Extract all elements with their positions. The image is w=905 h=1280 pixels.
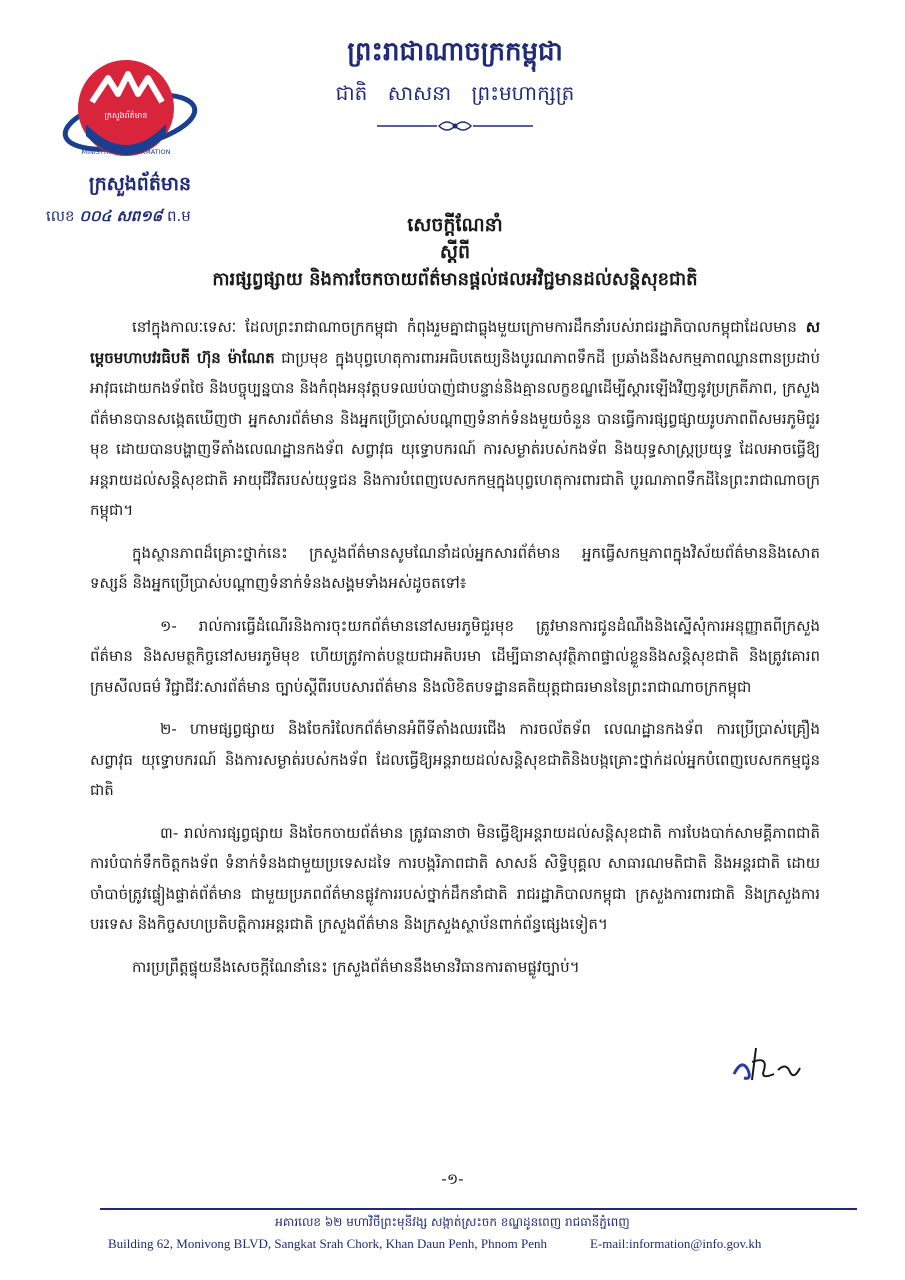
paragraph-intro-part2: ជាប្រមុខ ក្នុងបុព្វហេតុការពារអធិបតេយ្យនិងបូរណភាពទឹកដី ប្រឆាំងនឹងសកម្មភាពឈ្លានពានប្រដាប់អាវុធដោយកងទ័ពថៃ និងបច្ចុប្បន្នបាន និងកំពុងអនុវត្តបទឈប់បាញ់ជាបន្ទាន់និងគ្មានលក្ខខណ្ឌដើម្បីស្តារឡើងវិញនូវប្រក្រតីភាព, ក្រសួងព័ត៌មានបានសង្កេតឃើញថា អ្នកសារព័ត៌មាន និងអ្នកប្រើប្រាស់បណ្តាញទំនាក់ទំនងមួយចំនួន បានធ្វើការផ្សព្វផ្សាយរូបភាពពីសមរភូមិជួរមុខ ដោយបានបង្ហាញទីតាំងលេណដ្ឋានកងទ័ព សព្វាវុធ យុទ្ធោបករណ៍ ការសម្ងាត់របស់កងទ័ព និងយុទ្ធសាស្រ្តប្រយុទ្ធ ដែលអាចធ្វើឱ្យអន្តរាយដល់សន្តិសុខជាតិ អាយុជីវិតរបស់យុទ្ធជន និងការបំពេញបេសកកម្មក្នុងបុព្វហេតុការពារជាតិ បូរណភាពទឹកដីនៃព្រះរាជាណាចក្រកម្ពុជា។ [90,348,820,519]
paragraph-intro [90,312,820,526]
ministry-logo [58,50,208,180]
title-block [60,212,850,294]
guidance-item-2: ២- ហាមផ្សព្វផ្សាយ និងចែករំលែកព័ត៌មានអំពីទីតាំងឈរជើង ការចល័តទ័ព លេណដ្ឋានកងទ័ព ការប្រើប្រាស់គ្រឿងសព្វាវុធ យុទ្ធោបករណ៍ និងការសម្ងាត់របស់កងទ័ព ដែលធ្វើឱ្យអន្តរាយដល់សន្តិសុខជាតិនិងបង្កគ្រោះថ្នាក់ដល់អ្នកបំពេញបេសកកម្មជូនជាតិ [90,720,820,799]
logo-khmer-text: ក្រសួងព័ត៌មាន [104,111,148,120]
document-topic: ការផ្សព្វផ្សាយ និងការចែកចាយព័ត៌មានផ្តល់ផលអវិជ្ជមានដល់សន្តិសុខជាតិ [212,269,698,290]
ministry-name: ក្រសួងព័ត៌មាន [88,173,192,195]
kingdom-heading: ព្រះរាជាណាចក្រកម្ពុជា [347,37,563,67]
closing-paragraph: ការប្រព្រឹត្តផ្ទុយនឹងសេចក្តីណែនាំនេះ ក្រសួងព័ត៌មាននឹងមានវិធានការតាមផ្លូវច្បាប់។ [132,957,580,976]
document-subject-label: ស្តីពី [439,241,471,263]
footer-address-khmer: អគារលេខ ៦២ មហាវិថីព្រះមុនីវង្ស សង្កាត់ស្រះចក ខណ្ឌដូនពេញ រាជធានីភ្នំពេញ [275,1215,630,1229]
national-motto: ជាតិ សាសនា ព្រះមហាក្សត្រ [335,81,575,105]
footer-email: E-mail:information@info.gov.kh [590,1236,762,1251]
page-number: -១- [441,1170,464,1188]
document-title: សេចក្តីណែនាំ [407,214,503,236]
signature-initials [728,1040,806,1086]
paragraph-guidance: ក្នុងស្ថានភាពដ៏គ្រោះថ្នាក់នេះ ក្រសួងព័ត៌មានសូមណែនាំដល់អ្នកសារព័ត៌មាន អ្នកធ្វើសកម្មភាពក្នុងវិស័យព័ត៌មាននិងសោតទស្សន៍ និងអ្នកប្រើប្រាស់បណ្តាញទំនាក់ទំនងសង្គមទាំងអស់ដូចតទៅ៖ [90,543,820,592]
reference-number: ០០៤ សព១៨ [79,207,163,225]
document-body [90,312,820,994]
paragraph-intro-part1: នៅក្នុងកាលៈទេសៈ ដែលព្រះរាជាណាចក្រកម្ពុជា កំពុងរួមគ្នាជាធ្លុងមួយក្រោមការដឹកនាំរបស់រាជរដ្ឋាភិបាលកម្ពុជាដែលមាន [132,318,806,336]
leader-name: សម្តេចមហាបវរធិបតី ហ៊ុន ម៉ាណែត [90,318,820,367]
footer-divider [100,1208,857,1210]
guidance-item-1: ១- រាល់ការធ្វើដំណើរនិងការចុះយកព័ត៌មាននៅសមរភូមិជួរមុខ ត្រូវមានការជូនដំណឹងនិងស្នើសុំការអនុញ្ញាតពីក្រសួងព័ត៌មាន និងសមត្ថកិច្ចនៅសមរភូមិមុខ ហើយត្រូវកាត់បន្ថយជាអតិបរមា ដើម្បីធានាសុវត្ថិភាពផ្ទាល់ខ្លួននិងសន្តិសុខជាតិ និងត្រូវគោរពក្រមសីលធម៌ វិជ្ជាជីវៈសារព័ត៌មាន ច្បាប់ស្តីពីរបបសារព័ត៌មាន និងលិខិតបទដ្ឋានគតិយុត្តជាធរមាននៃព្រះរាជាណាចក្រកម្ពុជា [90,616,820,696]
reference-suffix: ព.ម [167,207,191,225]
guidance-item-3: ៣- រាល់ការផ្សព្វផ្សាយ និងចែកចាយព័ត៌មាន ត្រូវធានាថា មិនធ្វើឱ្យអន្តរាយដល់សន្តិសុខជាតិ ការបែងបាក់សាមគ្គីភាពជាតិ ការបំបាក់ទឹកចិត្តកងទ័ព ទំនាក់ទំនងជាមួយប្រទេសដទៃ ការបង្ករិភាពជាតិ សាសន៍ សិទ្ធិបុគ្គល សាធារណមតិជាតិ និងអន្តរជាតិ ដោយចាំបាច់ត្រូវផ្ទៀងផ្ទាត់ព័ត៌មាន ជាមួយប្រភពព័ត៌មានផ្លូវការរបស់ថ្នាក់ដឹកនាំជាតិ រាជរដ្ឋាភិបាលកម្ពុជា ក្រសួងការពារជាតិ និងក្រសួងការបរទេស និងកិច្ចសហប្រតិបត្តិការអន្តរជាតិ ក្រសួងព័ត៌មាន និងក្រសួងស្ថាប័នពាក់ព័ន្ធផ្សេងទៀត។ [90,823,820,933]
ornament-divider [375,118,535,134]
footer-address-english: Building 62, Monivong BLVD, Sangkat Srah Chork, Khan Daun Penh, Phnom Penh [108,1236,547,1251]
reference-prefix: លេខ [46,207,75,225]
logo-english-text: MINISTRY OF INFORMATION [81,148,171,156]
